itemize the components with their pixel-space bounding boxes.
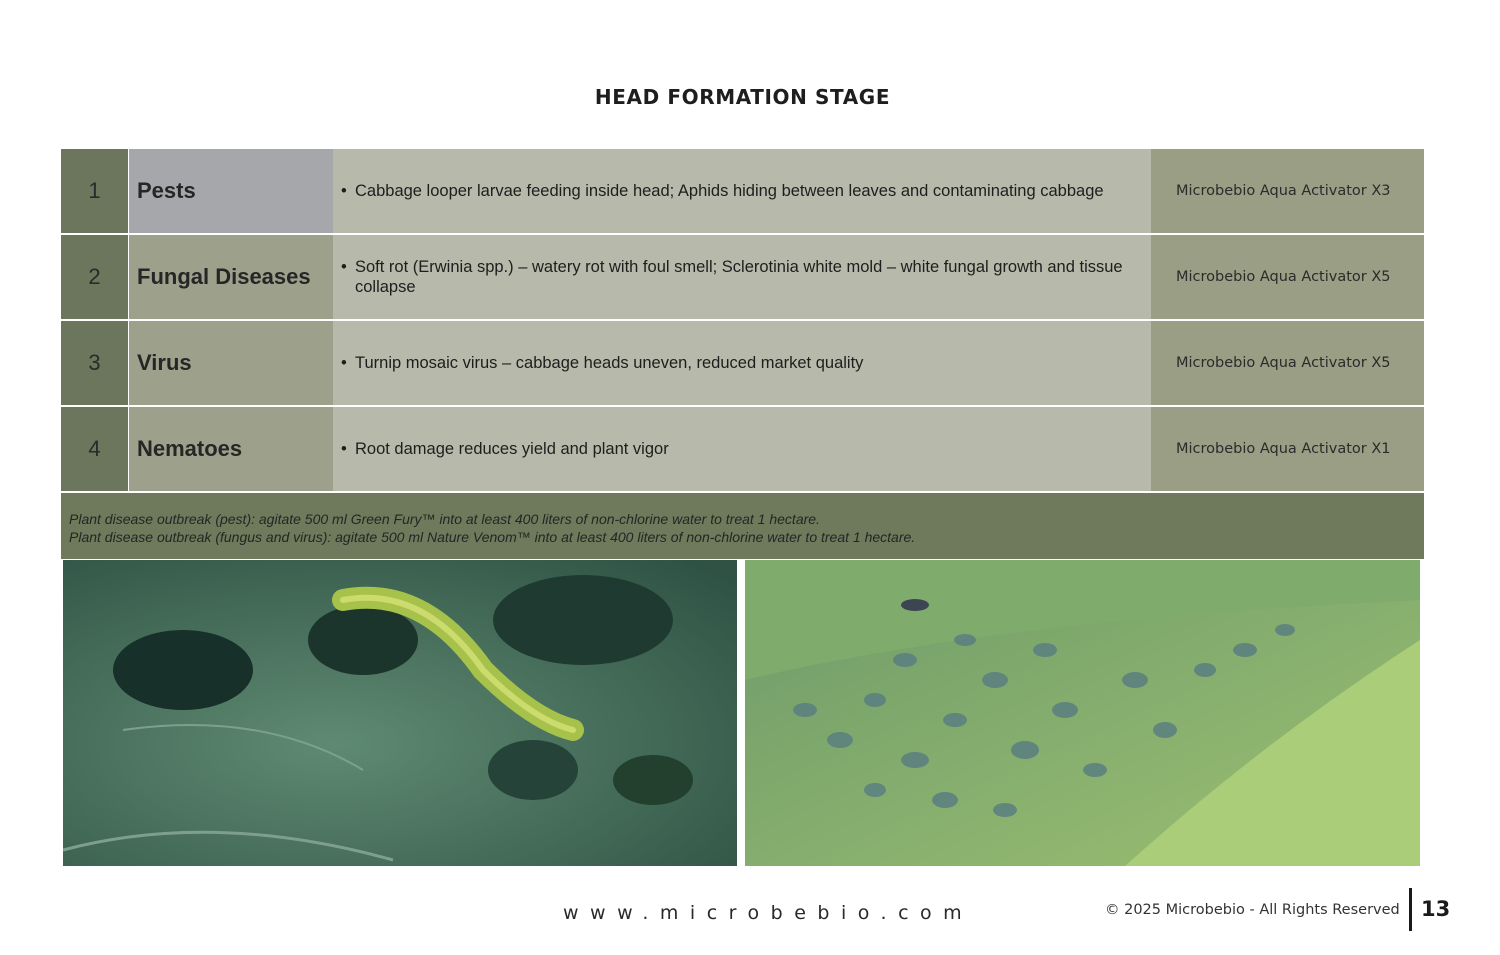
table-row	[61, 321, 1424, 405]
row-description	[333, 235, 1151, 319]
row-description-text: Soft rot (Erwinia spp.) – watery rot with foul smell; Sclerotinia white mold – white fungal growth and tissue collapse	[355, 258, 1123, 296]
caterpillar-photo	[63, 560, 737, 866]
note-line: Plant disease outbreak (pest): agitate 500 ml Green Fury™ into at least 400 liters of non-chlorine water to treat 1 hectare.	[69, 511, 820, 527]
row-number: 3	[61, 321, 128, 405]
table-row	[61, 149, 1424, 233]
row-number: 2	[61, 235, 128, 319]
row-category: Virus	[129, 321, 333, 405]
row-product: Microbebio Aqua Activator X5	[1151, 321, 1424, 405]
row-number: 4	[61, 407, 128, 491]
row-description	[333, 149, 1151, 233]
page-title: HEAD FORMATION STAGE	[594, 85, 891, 109]
page-number: 13	[1421, 897, 1451, 921]
row-category: Pests	[129, 149, 333, 233]
row-description-text: Turnip mosaic virus – cabbage heads uneven, reduced market quality	[355, 354, 864, 372]
row-number: 1	[61, 149, 128, 233]
row-description	[333, 321, 1151, 405]
bullet-icon: •	[341, 440, 347, 458]
table-row	[61, 235, 1424, 319]
bullet-icon: •	[341, 182, 347, 200]
row-product: Microbebio Aqua Activator X1	[1151, 407, 1424, 491]
application-note	[61, 493, 1424, 559]
note-line: Plant disease outbreak (fungus and virus): agitate 500 ml Nature Venom™ into at least 400 liters of non-chlorine water to treat 1 hectare.	[69, 529, 916, 545]
copyright-text: © 2025 Microbebio - All Rights Reserved	[1105, 902, 1400, 918]
bullet-icon: •	[341, 354, 347, 372]
treatment-table	[61, 149, 1424, 559]
row-product: Microbebio Aqua Activator X3	[1151, 149, 1424, 233]
row-category: Nematoes	[129, 407, 333, 491]
bullet-icon: •	[341, 258, 347, 276]
website-url: www.microbebio.com	[563, 902, 974, 924]
row-category: Fungal Diseases	[129, 235, 333, 319]
row-description	[333, 407, 1151, 491]
table-row	[61, 407, 1424, 491]
row-description-text: Root damage reduces yield and plant vigor	[355, 440, 669, 458]
footer-divider	[1409, 888, 1412, 931]
row-description-text: Cabbage looper larvae feeding inside head; Aphids hiding between leaves and contaminating cabbage	[355, 182, 1104, 200]
row-product: Microbebio Aqua Activator X5	[1151, 235, 1424, 319]
aphids-photo	[745, 560, 1420, 866]
